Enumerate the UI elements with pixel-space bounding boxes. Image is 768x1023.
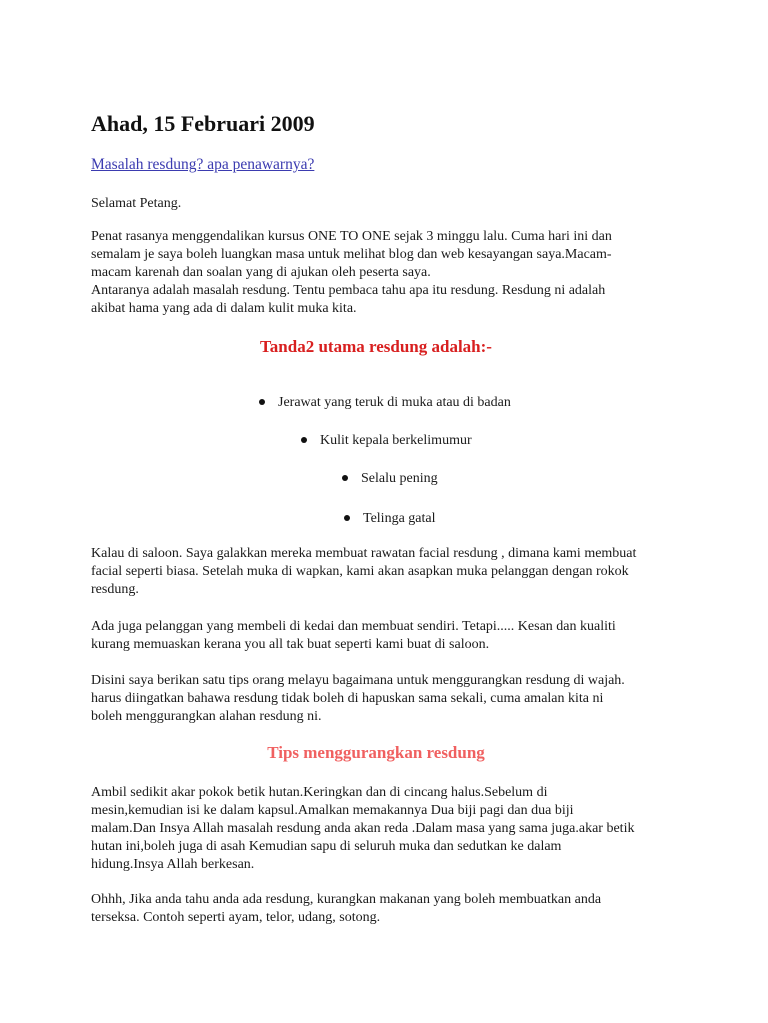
tips-heading: Tips menggurangkan resdung xyxy=(267,743,485,762)
tips-line: hutan ini,boleh juga di asah Kemudian sapu di seluruh muka dan sedutkan ke dalam xyxy=(91,839,562,854)
bullet-icon xyxy=(301,437,307,443)
intro-line: Antaranya adalah masalah resdung. Tentu pembaca tahu apa itu resdung. Resdung ni adalah xyxy=(91,283,606,298)
tips-line: mesin,kemudian isi ke dalam kapsul.Amalkan memakannya Dua biji pagi dan dua biji xyxy=(91,803,574,818)
sign-list-item: Selalu pening xyxy=(342,470,438,488)
customers-paragraph xyxy=(91,618,661,654)
post-title-link[interactable]: Masalah resdung? apa penawarnya? xyxy=(91,156,315,173)
tips-line: malam.Dan Insya Allah masalah resdung anda akan reda .Dalam masa yang sama juga.akar betik xyxy=(91,821,635,836)
customers-line: Ada juga pelanggan yang membeli di kedai dan membuat sendiri. Tetapi..... Kesan dan kualiti xyxy=(91,619,616,634)
saloon-line: resdung. xyxy=(91,582,139,597)
intro-line: Penat rasanya menggendalikan kursus ONE TO ONE sejak 3 minggu lalu. Cuma hari ini dan xyxy=(91,229,612,244)
sign-list-item: Telinga gatal xyxy=(344,510,436,528)
sign-list-item: Kulit kepala berkelimumur xyxy=(301,432,472,450)
tips-paragraph xyxy=(91,784,661,874)
tips-intro-line: harus diingatkan bahawa resdung tidak boleh di hapuskan sama sekali, cuma amalan kita ni xyxy=(91,691,604,706)
intro-line: semalam je saya boleh luangkan masa untuk melihat blog dan web kesayangan saya.Macam- xyxy=(91,247,612,262)
intro-paragraph xyxy=(91,228,661,318)
post-date: Ahad, 15 Februari 2009 xyxy=(91,111,315,136)
tips-intro-paragraph xyxy=(91,672,661,726)
signs-heading: Tanda2 utama resdung adalah:- xyxy=(260,337,492,356)
customers-line: kurang memuaskan kerana you all tak buat seperti kami buat di saloon. xyxy=(91,637,490,652)
sign-list-item: Jerawat yang teruk di muka atau di badan xyxy=(259,394,511,412)
intro-line: macam karenah dan soalan yang di ajukan oleh peserta saya. xyxy=(91,265,431,280)
tips-intro-line: boleh menggurangkan alahan resdung ni. xyxy=(91,709,322,724)
bullet-icon xyxy=(259,399,265,405)
intro-line: akibat hama yang ada di dalam kulit muka kita. xyxy=(91,301,357,316)
saloon-line: facial seperti biasa. Setelah muka di wapkan, kami akan asapkan muka pelanggan dengan rokok xyxy=(91,564,629,579)
closing-line: Ohhh, Jika anda tahu anda ada resdung, kurangkan makanan yang boleh membuatkan anda xyxy=(91,892,602,907)
bullet-icon xyxy=(344,515,350,521)
saloon-line: Kalau di saloon. Saya galakkan mereka membuat rawatan facial resdung , dimana kami membuat xyxy=(91,546,637,561)
closing-paragraph xyxy=(91,891,661,927)
tips-line: hidung.Insya Allah berkesan. xyxy=(91,857,255,872)
tips-line: Ambil sedikit akar pokok betik hutan.Keringkan dan di cincang halus.Sebelum di xyxy=(91,785,548,800)
saloon-paragraph xyxy=(91,545,661,599)
greeting-paragraph: Selamat Petang. xyxy=(91,196,182,211)
bullet-icon xyxy=(342,475,348,481)
tips-intro-line: Disini saya berikan satu tips orang melayu bagaimana untuk menggurangkan resdung di wajah. xyxy=(91,673,625,688)
closing-line: terseksa. Contoh seperti ayam, telor, udang, sotong. xyxy=(91,910,381,925)
